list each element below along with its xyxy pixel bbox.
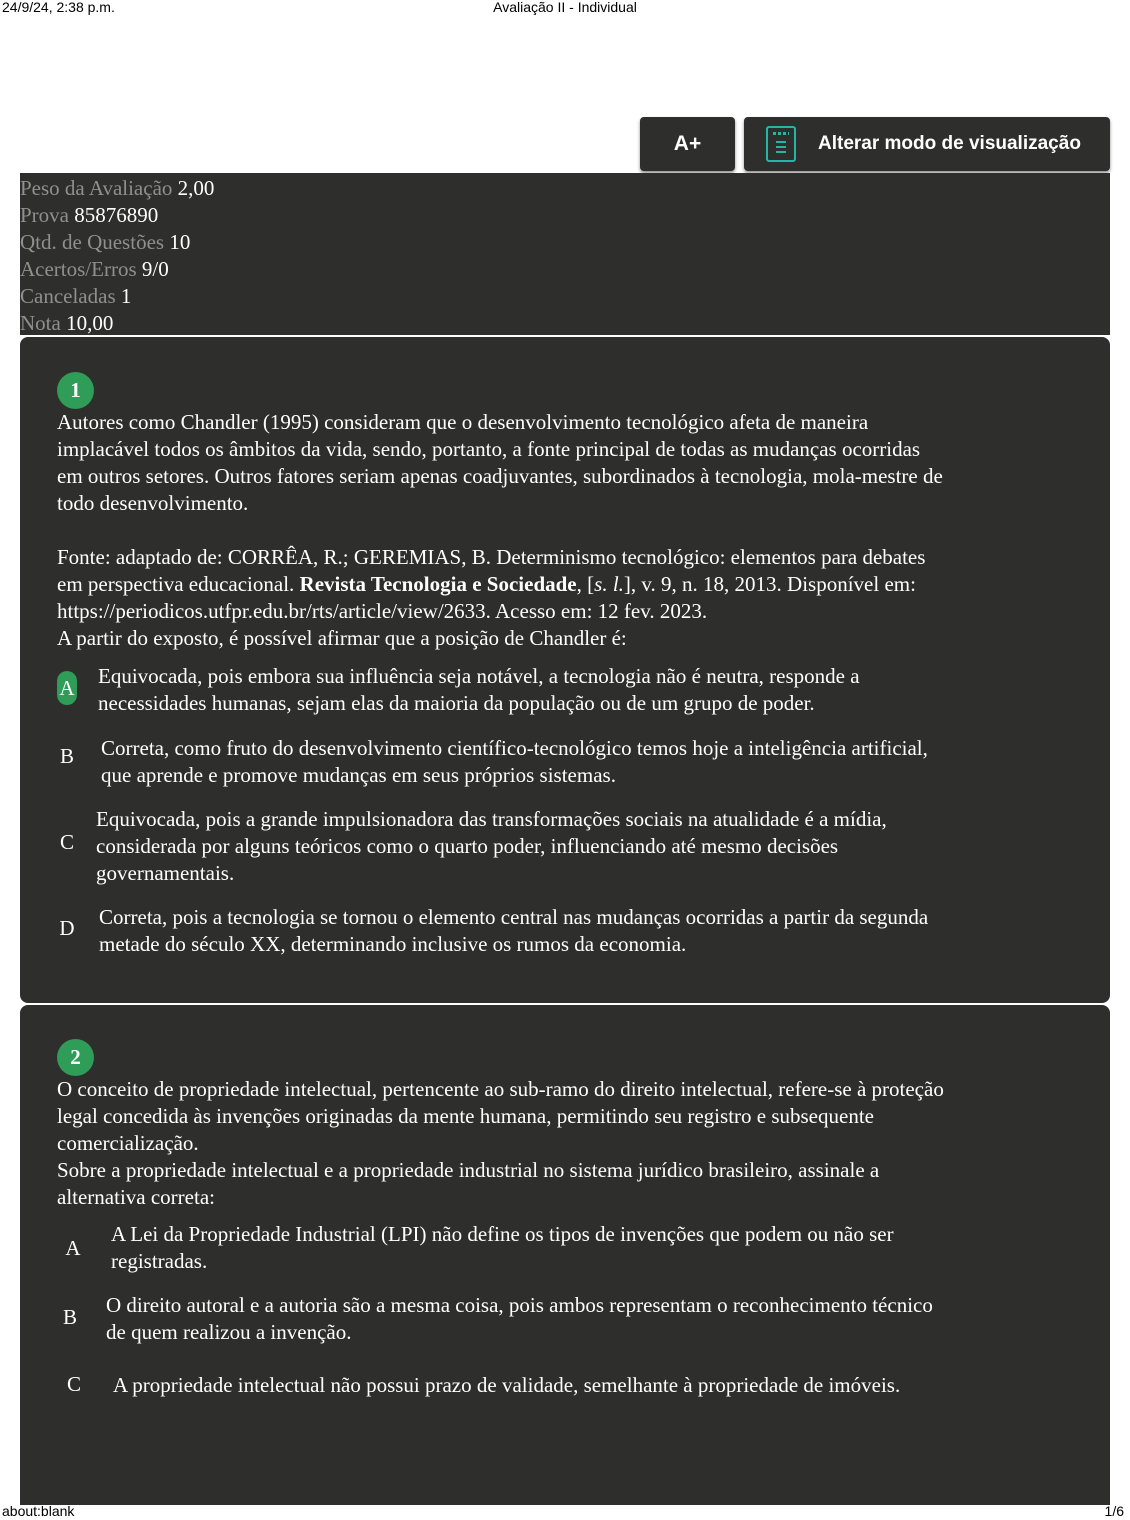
option-letter: D — [59, 916, 75, 940]
summary-value: 9/0 — [141, 257, 169, 281]
question-text-line: Sobre a propriedade intelectual e a propriedade industrial no sistema jurídico brasileiro, assinale a — [57, 1158, 880, 1182]
view-mode-label: Alterar modo de visualização — [818, 133, 1081, 154]
summary-value: 10,00 — [66, 311, 114, 335]
source-line: em perspectiva educacional. Revista Tecnologia e Sociedade, [s. l.], v. 9, n. 18, 2013. Disponível em: — [57, 572, 916, 596]
summary-label: Qtd. de Questões — [20, 230, 165, 254]
print-date: 24/9/24, 2:38 p.m. — [2, 0, 115, 15]
summary-hits-errors — [20, 256, 1110, 283]
question-number-badge: 2 — [57, 1039, 94, 1076]
print-url: about:blank — [2, 1503, 75, 1519]
question-text-line: alternativa correta: — [57, 1185, 215, 1209]
option-text-line: registradas. — [111, 1249, 208, 1273]
option-a[interactable] — [57, 663, 1087, 723]
question-text-line: O conceito de propriedade intelectual, pertencente ao sub-ramo do direito intelectual, refere-se à proteção — [57, 1077, 944, 1101]
option-text-line: Correta, pois a tecnologia se tornou o elemento central nas mudanças ocorridas a partir da segunda — [99, 905, 929, 929]
journal-name: Revista Tecnologia e Sociedade — [299, 572, 577, 596]
question-text-line: comercialização. — [57, 1131, 199, 1155]
summary-label: Peso da Avaliação — [20, 176, 173, 200]
option-letter: A — [65, 1236, 81, 1260]
option-text-line: que aprende e promove mudanças em seus próprios sistemas. — [101, 763, 616, 787]
summary-exam — [20, 202, 1110, 229]
assessment-summary — [20, 173, 1110, 335]
question-text-line: legal concedida às invenções originadas da mente humana, permitindo seu registro e subsequente — [57, 1104, 874, 1128]
question-prompt: A partir do exposto, é possível afirmar que a posição de Chandler é: — [57, 626, 627, 650]
option-text-line: O direito autoral e a autoria são a mesma coisa, pois ambos representam o reconhecimento técnico — [106, 1293, 933, 1317]
option-letter-correct: A — [57, 671, 77, 705]
font-size-button[interactable] — [640, 117, 735, 171]
option-text-line: governamentais. — [96, 861, 235, 885]
option-text-line: Equivocada, pois embora sua influência seja notável, a tecnologia não é neutra, responde a — [98, 664, 860, 688]
view-mode-button[interactable] — [744, 117, 1110, 171]
option-c[interactable] — [57, 1372, 1087, 1402]
print-footer — [0, 1503, 1130, 1520]
option-text-line: metade do século XX, determinando inclusive os rumos da economia. — [99, 932, 687, 956]
option-text-line: necessidades humanas, sejam elas da maioria da população ou de um grupo de poder. — [98, 691, 815, 715]
option-text-line: Correta, como fruto do desenvolvimento científico-tecnológico temos hoje a inteligência artificial, — [101, 736, 928, 760]
font-size-label: A+ — [673, 132, 702, 155]
option-letter: C — [59, 830, 74, 854]
summary-value: 2,00 — [177, 176, 215, 200]
option-letter: B — [59, 744, 74, 768]
summary-question-count — [20, 229, 1110, 256]
question-number-badge: 1 — [57, 372, 94, 409]
question-text-line: implacável todos os âmbitos da vida, sendo, portanto, a fonte principal de todas as mudanças ocorridas — [57, 437, 921, 461]
summary-weight — [20, 175, 1110, 202]
summary-label: Canceladas — [20, 284, 116, 308]
summary-value: 10 — [169, 230, 191, 254]
option-b[interactable] — [57, 1292, 1087, 1348]
question-text — [57, 409, 1087, 652]
summary-label: Prova — [20, 203, 69, 227]
option-text-line: Equivocada, pois a grande impulsionadora das transformações sociais na atualidade é a mídia, — [96, 807, 887, 831]
question-text-line: Autores como Chandler (1995) consideram que o desenvolvimento tecnológico afeta de maneira — [57, 410, 869, 434]
option-text-line: de quem realizou a invenção. — [106, 1320, 352, 1344]
print-header — [0, 0, 1130, 16]
summary-cancelled — [20, 283, 1110, 310]
option-a[interactable] — [57, 1221, 1087, 1277]
option-text-line: considerada por alguns teóricos como o quarto poder, influenciando até mesmo decisões — [96, 834, 839, 858]
summary-grade — [20, 310, 1110, 337]
question-text-line: todo desenvolvimento. — [57, 491, 249, 515]
option-c[interactable] — [57, 806, 1087, 888]
question-text — [57, 1076, 1087, 1211]
summary-value: 85876890 — [74, 203, 159, 227]
option-letter: B — [62, 1305, 77, 1329]
option-d[interactable] — [57, 904, 1087, 960]
question-text-line: em outros setores. Outros fatores seriam apenas coadjuvantes, subordinados à tecnologia, mola-mestre de — [57, 464, 943, 488]
option-b[interactable] — [57, 735, 1087, 791]
document-icon — [766, 126, 796, 162]
option-text-line: A propriedade intelectual não possui prazo de validade, semelhante à propriedade de imóveis. — [113, 1373, 901, 1397]
summary-value: 1 — [120, 284, 132, 308]
question-card-2 — [20, 1005, 1110, 1505]
summary-label: Nota — [20, 311, 61, 335]
summary-label: Acertos/Erros — [20, 257, 137, 281]
print-title: Avaliação II - Individual — [493, 0, 637, 15]
source-line: Fonte: adaptado de: CORRÊA, R.; GEREMIAS, B. Determinismo tecnológico: elementos para debates — [57, 545, 926, 569]
print-page-number: 1/6 — [1104, 1503, 1124, 1519]
option-text-line: A Lei da Propriedade Industrial (LPI) não define os tipos de invenções que podem ou não ser — [111, 1222, 894, 1246]
question-card-1 — [20, 337, 1110, 1003]
option-letter: C — [66, 1372, 81, 1396]
source-url: https://periodicos.utfpr.edu.br/rts/article/view/2633. Acesso em: 12 fev. 2023. — [57, 599, 708, 623]
